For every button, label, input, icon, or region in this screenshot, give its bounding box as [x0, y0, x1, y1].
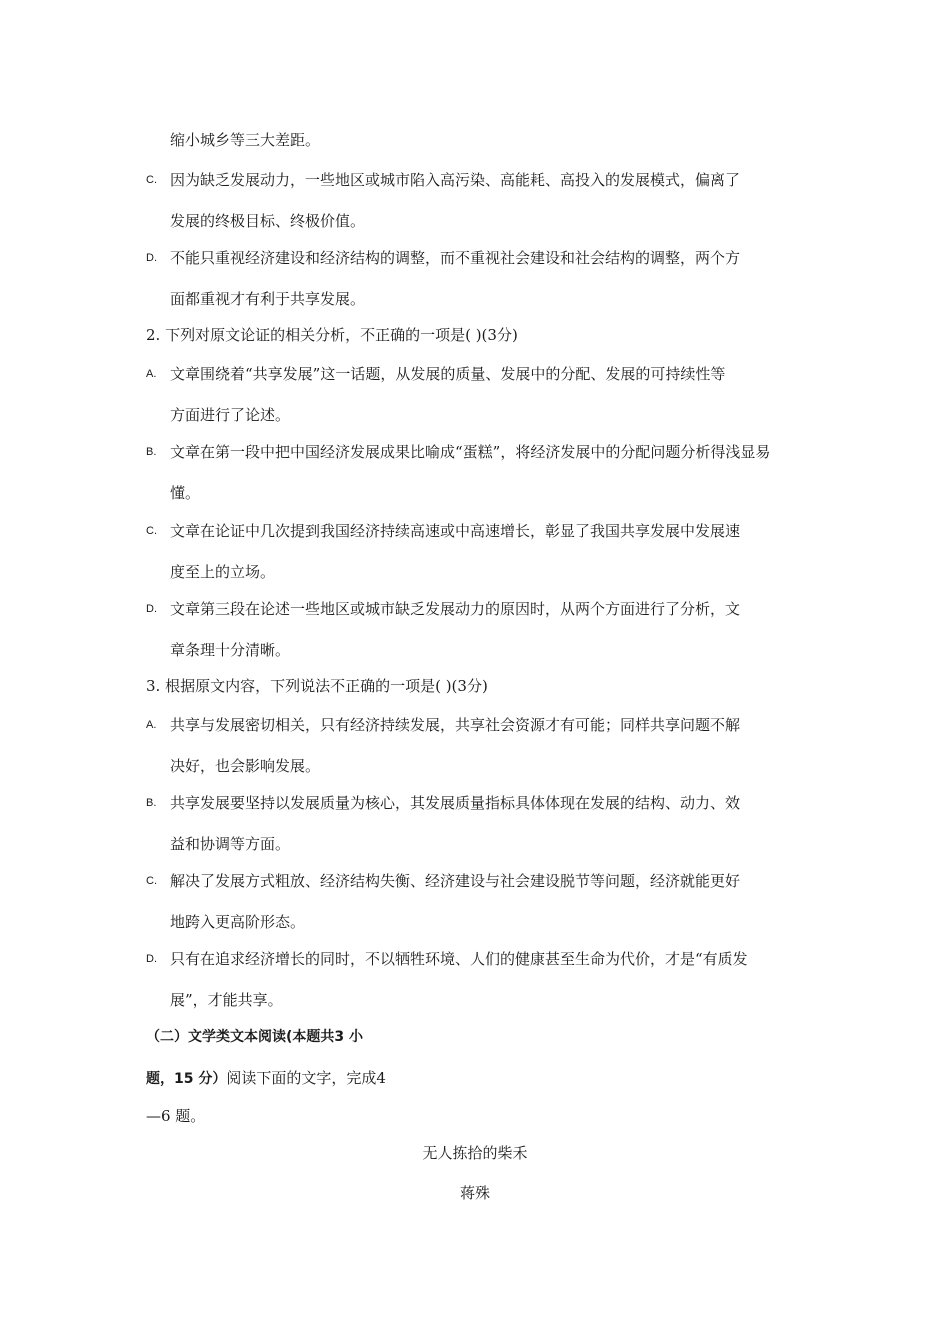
section-heading-line3: —6 题。	[146, 1107, 206, 1125]
q2-option-b-label: B.	[146, 446, 157, 458]
q2-option-a-label: A.	[146, 368, 157, 380]
q2-option-d-label: D.	[146, 603, 157, 615]
q3-option-c-line2: 地跨入更高阶形态。	[170, 913, 306, 931]
q3-option-c-line1: 解决了发展方式粗放、经济结构失衡、经济建设与社会建设脱节等问题，经济就能更好	[170, 872, 741, 890]
q1-option-c-line1: 因为缺乏发展动力，一些地区或城市陷入高污染、高能耗、高投入的发展模式，偏离了	[170, 171, 741, 189]
section-heading-line2	[146, 1068, 386, 1089]
article-author: 蒋殊	[459, 1184, 490, 1202]
q2-option-a-line1: 文章围绕着“共享发展”这一话题，从发展的质量、发展中的分配、发展的可持续性等	[170, 365, 726, 383]
q2-option-c-label: C.	[146, 525, 157, 537]
q3-option-c-label: C.	[146, 875, 157, 887]
q3-option-b-line1: 共享发展要坚持以发展质量为核心，其发展质量指标具体体现在发展的结构、动力、效	[170, 794, 741, 812]
q2-option-d-line1: 文章第三段在论述一些地区或城市缺乏发展动力的原因时，从两个方面进行了分析，文	[170, 600, 741, 618]
section-heading-line1: （二）文学类文本阅读(本题共3 小	[146, 1029, 364, 1045]
q2-option-c-line1: 文章在论证中几次提到我国经济持续高速或中高速增长，彰显了我国共享发展中发展速	[170, 522, 741, 540]
q3-option-a-line1: 共享与发展密切相关，只有经济持续发展，共享社会资源才有可能；同样共享问题不解	[170, 716, 741, 734]
q2-option-b-line1: 文章在第一段中把中国经济发展成果比喻成“蛋糕”，将经济发展中的分配问题分析得浅显易	[170, 443, 771, 461]
q3-option-b-line2: 益和协调等方面。	[170, 835, 291, 853]
q1-tail: 缩小城乡等三大差距。	[170, 131, 321, 149]
section-heading-rest: 阅读下面的文字，完成4	[226, 1069, 386, 1087]
q2-option-c-line2: 度至上的立场。	[170, 563, 276, 581]
q2-option-d-line2: 章条理十分清晰。	[170, 641, 291, 659]
q2-option-b-line2: 懂。	[170, 484, 201, 502]
q1-option-d-label: D.	[146, 252, 157, 264]
q1-option-c-label: C.	[146, 174, 157, 186]
q3-option-b-label: B.	[146, 797, 157, 809]
q1-option-c-line2: 发展的终极目标、终极价值。	[170, 212, 366, 230]
article-title: 无人拣拾的柴禾	[422, 1144, 528, 1162]
q3-option-d-line1: 只有在追求经济增长的同时，不以牺牲环境、人们的健康甚至生命为代价，才是“有质发	[170, 950, 748, 968]
q3-stem: 3. 根据原文内容，下列说法不正确的一项是( )(3分)	[146, 677, 488, 695]
q3-option-d-line2: 展”，才能共享。	[170, 991, 283, 1009]
section-heading-bold: 题，15 分）	[146, 1071, 227, 1087]
q3-option-a-label: A.	[146, 719, 157, 731]
q1-option-d-line2: 面都重视才有利于共享发展。	[170, 290, 366, 308]
q3-option-d-label: D.	[146, 953, 157, 965]
q2-option-a-line2: 方面进行了论述。	[170, 406, 291, 424]
q1-option-d-line1: 不能只重视经济建设和经济结构的调整，而不重视社会建设和社会结构的调整，两个方	[170, 249, 741, 267]
q3-option-a-line2: 决好，也会影响发展。	[170, 757, 321, 775]
q2-stem: 2. 下列对原文论证的相关分析，不正确的一项是( )(3分)	[146, 326, 518, 344]
